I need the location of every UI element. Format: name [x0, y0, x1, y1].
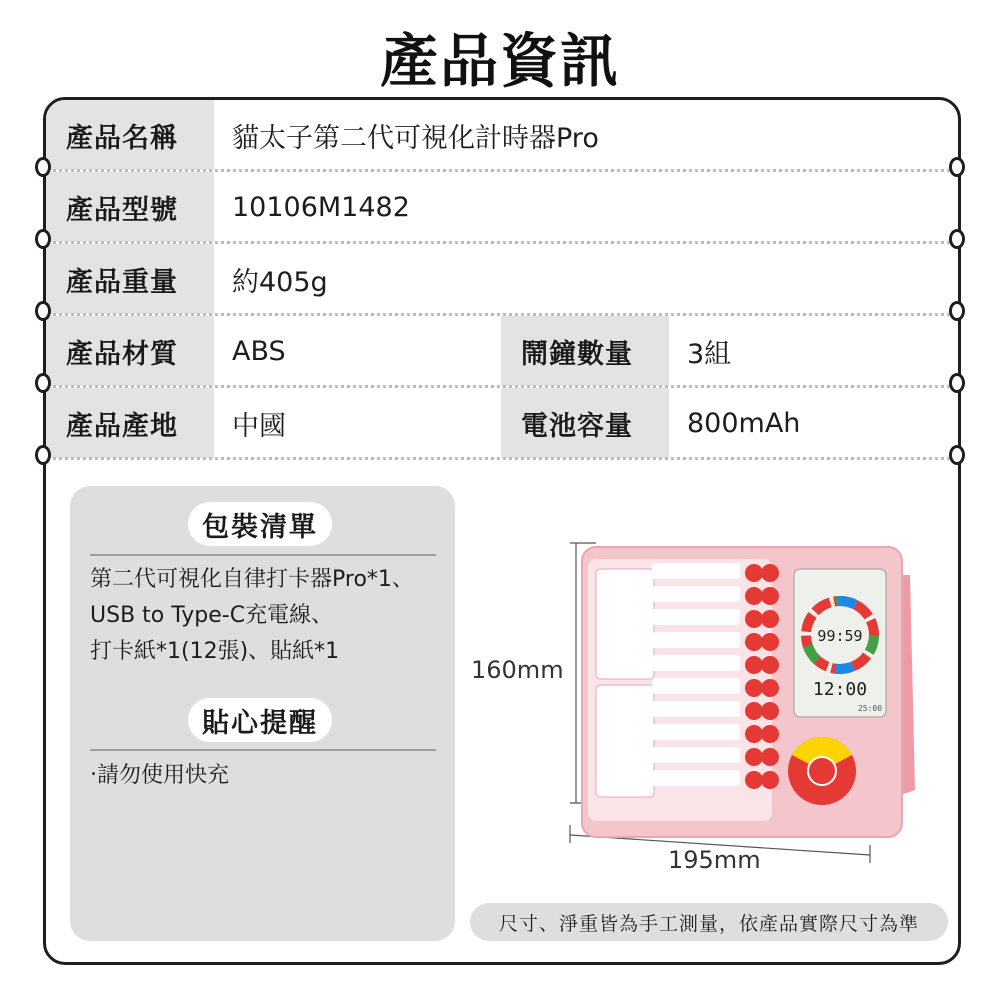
spec-value: ABS	[232, 335, 286, 367]
edge-notch	[35, 157, 51, 177]
screen-clock-text: 12:00	[812, 679, 868, 700]
edge-notch	[35, 301, 51, 321]
package-panel	[70, 486, 455, 941]
edge-notch	[949, 301, 965, 321]
spec-label: 產品材質	[46, 316, 214, 386]
knob-center	[808, 757, 836, 785]
spec-value: 800mAh	[687, 407, 801, 439]
spec-label: 產品型號	[46, 172, 214, 242]
screen-small-time: 25:00	[857, 704, 883, 713]
page-title: 產品資訊	[379, 27, 620, 95]
edge-notch	[949, 373, 965, 393]
weekday-card	[596, 569, 654, 679]
spec-row-weight	[46, 244, 961, 316]
width-dimension-label: 195mm	[668, 846, 761, 874]
measurement-note: 尺寸、淨重皆為手工測量，依產品實際尺寸為準	[470, 903, 948, 941]
spec-label: 鬧鐘數量	[501, 316, 669, 386]
reward-card	[596, 685, 654, 797]
product-image	[470, 535, 948, 875]
spec-label: 產品重量	[46, 244, 214, 314]
spec-row-name	[46, 100, 961, 172]
panel-divider	[90, 749, 436, 751]
panel-divider	[90, 554, 436, 556]
spec-value: 中國	[232, 410, 286, 442]
edge-notch	[949, 229, 965, 249]
spec-value: 3組	[687, 338, 732, 370]
package-line: 第二代可視化自律打卡器Pro*1、	[90, 567, 414, 592]
tips-heading: 貼心提醒	[188, 698, 332, 742]
spec-value: 約405g	[232, 266, 328, 298]
screen-timer-text: 99:59	[817, 627, 863, 645]
package-heading: 包裝清單	[188, 502, 332, 546]
spec-value: 10106M1482	[232, 191, 410, 223]
package-line: 打卡紙*1(12張)、貼紙*1	[90, 639, 340, 664]
edge-notch	[35, 373, 51, 393]
tips-list	[90, 758, 229, 794]
package-list	[90, 562, 414, 670]
edge-notch	[35, 229, 51, 249]
spec-label: 產品產地	[46, 388, 214, 458]
spec-row-origin	[46, 388, 961, 460]
edge-notch	[949, 445, 965, 465]
row-divider	[46, 457, 961, 460]
package-line: USB to Type-C充電線、	[90, 603, 334, 628]
spec-label: 電池容量	[501, 388, 669, 458]
edge-notch	[949, 157, 965, 177]
spec-row-material	[46, 316, 961, 388]
spec-label: 產品名稱	[46, 100, 214, 170]
spec-row-model	[46, 172, 961, 244]
edge-notch	[35, 445, 51, 465]
spec-value: 貓太子第二代可視化計時器Pro	[232, 122, 599, 154]
tips-line: ‧請勿使用快充	[90, 763, 229, 788]
height-dimension-label: 160mm	[471, 656, 564, 684]
